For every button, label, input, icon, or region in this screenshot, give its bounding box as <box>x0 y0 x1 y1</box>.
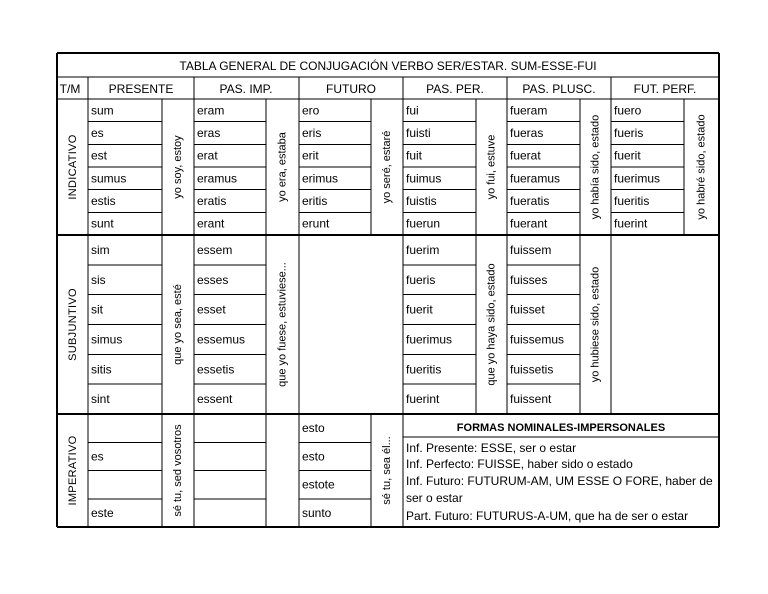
form-sub-pas-plusc: fuisset <box>510 302 545 317</box>
form-ind-pas-plusc: fueram <box>510 103 548 118</box>
meaning-sub-pas-imp: que yo fuese, estuviese... <box>276 262 289 387</box>
form-imp-presente: este <box>91 505 114 520</box>
form-ind-pas-per: fuerun <box>406 216 441 231</box>
form-ind-presente: sunt <box>91 216 114 231</box>
header-futuro: FUTURO <box>326 82 376 96</box>
form-ind-pas-per: fuisti <box>406 126 431 140</box>
meaning-ind-fut-perf: yo habré sido, estado <box>695 114 708 220</box>
meaning-ind-pas-per: yo fui, estuve <box>485 134 498 200</box>
meaning-sub-pas-per: que yo haya sido, estado <box>485 263 498 386</box>
header-pas-imp: PAS. IMP. <box>219 82 273 96</box>
form-sub-pas-plusc: fuissem <box>510 242 552 257</box>
form-sub-pas-plusc: fuissent <box>510 392 552 407</box>
form-ind-presente: est <box>91 148 108 163</box>
form-sub-pas-imp: essetis <box>197 362 235 377</box>
header-pas-per: PAS. PER. <box>426 82 484 96</box>
header-fut-perf: FUT. PERF. <box>633 82 697 96</box>
form-ind-futuro: eris <box>302 126 322 140</box>
form-sub-presente: sit <box>91 302 103 317</box>
form-ind-fut-perf: fueris <box>614 126 644 140</box>
form-ind-pas-plusc: fueratis <box>510 194 550 208</box>
form-ind-futuro: erunt <box>302 216 330 231</box>
form-sub-pas-imp: essemus <box>197 332 246 347</box>
formas-line: Inf. Perfecto: FUISSE, haber sido o estado <box>406 457 633 471</box>
form-ind-pas-plusc: fueras <box>510 126 544 140</box>
header-tm: T/M <box>59 82 81 96</box>
form-imp-futuro: estote <box>302 477 335 492</box>
form-ind-pas-per: fui <box>406 103 419 118</box>
formas-line: Inf. Presente: ESSE, ser o estar <box>406 441 577 455</box>
form-sub-pas-plusc: fuissetis <box>510 362 554 377</box>
header-presente: PRESENTE <box>108 82 174 96</box>
form-ind-presente: sumus <box>91 171 127 186</box>
table-text <box>60 58 713 523</box>
form-ind-futuro: erit <box>302 148 319 163</box>
form-ind-fut-perf: fuero <box>614 103 642 118</box>
form-ind-pas-imp: erat <box>197 148 218 163</box>
form-sub-pas-per: fuerit <box>406 302 433 317</box>
table-title: TABLA GENERAL DE CONJUGACIÓN VERBO SER/ESTAR. SUM-ESSE-FUI <box>179 59 597 73</box>
form-sub-presente: sim <box>91 242 110 257</box>
form-ind-pas-imp: erant <box>197 216 225 231</box>
meaning-imp-presente: sé tu, sed vosotros <box>171 424 184 517</box>
form-ind-futuro: ero <box>302 103 320 118</box>
form-imp-futuro: sunto <box>302 505 332 520</box>
form-sub-pas-imp: esses <box>197 272 229 287</box>
formas-line: Part. Futuro: FUTURUS-A-UM, que ha de ser o estar <box>406 509 689 523</box>
form-ind-fut-perf: fuerit <box>614 148 641 163</box>
form-sub-pas-per: fuerint <box>406 392 440 407</box>
form-ind-pas-plusc: fueramus <box>510 171 561 186</box>
meaning-ind-presente: yo soy, estoy <box>171 135 184 199</box>
form-ind-pas-per: fuimus <box>406 171 442 186</box>
form-sub-presente: sis <box>91 272 106 287</box>
form-ind-pas-imp: eramus <box>197 171 238 186</box>
form-imp-futuro: esto <box>302 421 325 436</box>
form-ind-pas-plusc: fuerat <box>510 148 541 163</box>
form-imp-futuro: esto <box>302 449 325 464</box>
form-ind-pas-per: fuistis <box>406 194 437 208</box>
header-pas-plusc: PAS. PLUSC. <box>522 82 596 96</box>
form-sub-pas-per: fuerimus <box>406 332 453 347</box>
form-ind-pas-per: fuit <box>406 148 423 163</box>
mood-imperativo: IMPERATIVO <box>66 435 79 506</box>
formas-line: Inf. Futuro: FUTURUM-AM, UM ESSE O FORE, haber de <box>406 474 713 488</box>
form-ind-futuro: eritis <box>302 194 328 208</box>
mood-subjuntivo: SUBJUNTIVO <box>66 288 79 361</box>
form-sub-pas-imp: essent <box>197 392 233 407</box>
meaning-sub-presente: que yo sea, esté <box>171 284 184 365</box>
form-sub-presente: simus <box>91 332 123 347</box>
form-ind-pas-imp: eras <box>197 126 221 140</box>
form-ind-presente: es <box>91 126 104 140</box>
form-sub-pas-per: fueritis <box>406 362 442 377</box>
form-ind-pas-imp: eratis <box>197 194 227 208</box>
form-sub-pas-plusc: fuisses <box>510 272 548 287</box>
form-ind-fut-perf: fuerint <box>614 216 648 231</box>
form-sub-pas-per: fuerim <box>406 242 440 257</box>
mood-indicativo: INDICATIVO <box>66 134 79 200</box>
form-ind-presente: estis <box>91 194 116 208</box>
meaning-ind-pas-imp: yo era, estaba <box>276 132 289 202</box>
form-ind-pas-imp: eram <box>197 103 225 118</box>
form-sub-pas-per: fueris <box>406 272 436 287</box>
form-ind-fut-perf: fuerimus <box>614 171 661 186</box>
form-sub-presente: sint <box>91 392 110 407</box>
form-ind-fut-perf: fueritis <box>614 194 650 208</box>
form-ind-presente: sum <box>91 103 114 118</box>
form-sub-presente: sitis <box>91 362 112 377</box>
form-ind-futuro: erimus <box>302 171 339 186</box>
formas-title: FORMAS NOMINALES-IMPERSONALES <box>456 422 666 434</box>
form-sub-pas-imp: esset <box>197 302 226 317</box>
meaning-sub-pas-plusc: yo hubiese sido, estado <box>589 266 602 383</box>
form-ind-pas-plusc: fuerant <box>510 216 548 231</box>
meaning-imp-futuro: sé tu, sea él... <box>380 436 393 505</box>
meaning-ind-pas-plusc: yo había sido, estado <box>589 114 602 220</box>
meaning-ind-futuro: yo seré, estaré <box>380 130 393 204</box>
form-sub-pas-plusc: fuissemus <box>510 332 565 347</box>
form-sub-pas-imp: essem <box>197 242 233 257</box>
formas-line: ser o estar <box>406 491 463 505</box>
form-imp-presente: es <box>91 449 104 464</box>
